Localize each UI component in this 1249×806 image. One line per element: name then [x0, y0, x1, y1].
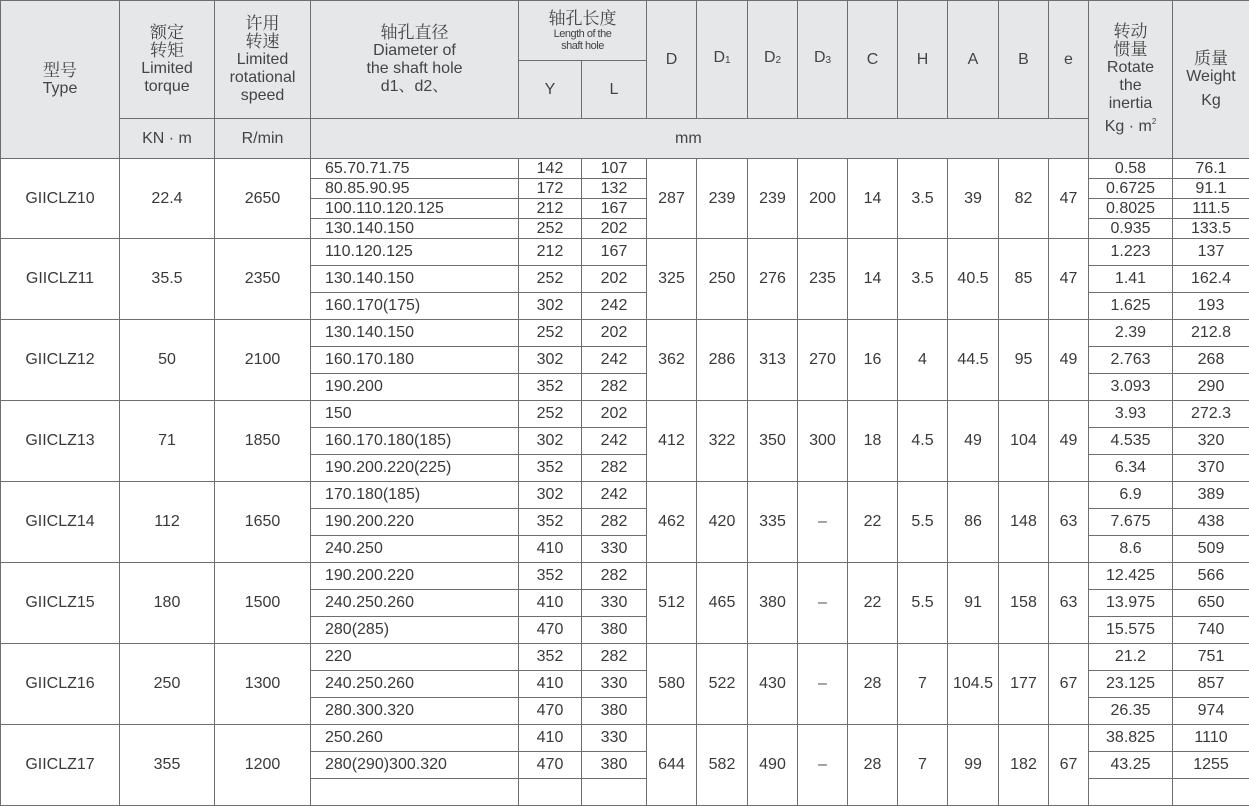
weight-cell: 389	[1173, 482, 1249, 509]
header-type	[1, 1, 120, 159]
dim-e-cell: 63	[1049, 563, 1089, 644]
header-diameter-cn: 轴孔直径	[311, 24, 518, 42]
length-y-cell: 352	[519, 509, 582, 536]
dim-C-cell: 16	[848, 320, 898, 401]
weight-cell: 857	[1173, 671, 1249, 698]
dim-B-cell: 158	[999, 563, 1049, 644]
diameter-cell: 240.250	[311, 536, 519, 563]
weight-cell: 272.3	[1173, 401, 1249, 428]
table-body	[1, 159, 1249, 806]
type-cell: GIICLZ13	[1, 401, 120, 482]
inertia-cell: 0.58	[1089, 159, 1173, 179]
dim-H-cell: 4.5	[898, 401, 948, 482]
inertia-cell: 26.35	[1089, 698, 1173, 725]
length-l-cell: 380	[582, 752, 647, 779]
weight-cell: 111.5	[1173, 199, 1249, 219]
dim-B-cell: 82	[999, 159, 1049, 239]
type-cell: GIICLZ15	[1, 563, 120, 644]
dim-D3-cell: –	[798, 644, 848, 725]
dim-e-cell: 47	[1049, 239, 1089, 320]
weight-cell: 133.5	[1173, 219, 1249, 239]
inertia-cell: 3.93	[1089, 401, 1173, 428]
diameter-cell: 160.170.180(185)	[311, 428, 519, 455]
length-y-cell: 470	[519, 698, 582, 725]
header-H: H	[898, 1, 948, 119]
inertia-cell: 4.535	[1089, 428, 1173, 455]
length-y-cell: 302	[519, 347, 582, 374]
dim-D1-cell: 239	[697, 159, 748, 239]
inertia-cell	[1089, 779, 1173, 806]
header-D3	[798, 1, 848, 119]
header-torque-cn2: 转矩	[120, 42, 214, 60]
length-y-cell: 410	[519, 590, 582, 617]
length-l-cell: 330	[582, 725, 647, 752]
inertia-cell: 2.39	[1089, 320, 1173, 347]
dim-C-cell: 14	[848, 159, 898, 239]
table-header	[1, 1, 1249, 159]
header-D2	[748, 1, 798, 119]
dim-D2-cell: 430	[748, 644, 798, 725]
header-B: B	[999, 1, 1049, 119]
length-y-cell: 302	[519, 293, 582, 320]
header-diameter-en3: d1、d2、	[311, 78, 518, 96]
dim-D3-cell: –	[798, 725, 848, 806]
length-y-cell: 212	[519, 239, 582, 266]
dim-e-cell: 67	[1049, 725, 1089, 806]
diameter-cell: 110.120.125	[311, 239, 519, 266]
dim-D2-cell: 335	[748, 482, 798, 563]
weight-cell	[1173, 779, 1249, 806]
dim-e-cell: 67	[1049, 644, 1089, 725]
dim-H-cell: 7	[898, 725, 948, 806]
dim-e-cell: 47	[1049, 159, 1089, 239]
dim-C-cell: 28	[848, 644, 898, 725]
dim-D-cell: 362	[647, 320, 697, 401]
diameter-cell: 190.200.220(225)	[311, 455, 519, 482]
length-l-cell: 282	[582, 563, 647, 590]
weight-cell: 76.1	[1173, 159, 1249, 179]
torque-cell: 180	[120, 563, 215, 644]
table-row	[1, 320, 1249, 347]
weight-cell: 974	[1173, 698, 1249, 725]
inertia-cell: 1.41	[1089, 266, 1173, 293]
dim-C-cell: 14	[848, 239, 898, 320]
dim-D3-cell: 235	[798, 239, 848, 320]
dim-D1-cell: 465	[697, 563, 748, 644]
inertia-cell: 1.223	[1089, 239, 1173, 266]
table-row	[1, 401, 1249, 428]
weight-cell: 438	[1173, 509, 1249, 536]
length-l-cell: 282	[582, 509, 647, 536]
dim-D-cell: 462	[647, 482, 697, 563]
header-type-cn: 型号	[1, 62, 119, 80]
diameter-cell: 240.250.260	[311, 671, 519, 698]
header-speed-cn1: 许用	[215, 15, 310, 33]
weight-cell: 91.1	[1173, 179, 1249, 199]
length-l-cell: 202	[582, 401, 647, 428]
dim-H-cell: 5.5	[898, 563, 948, 644]
weight-cell: 193	[1173, 293, 1249, 320]
header-inertia-unit	[1089, 113, 1172, 136]
torque-cell: 71	[120, 401, 215, 482]
length-y-cell: 252	[519, 219, 582, 239]
table-row	[1, 644, 1249, 671]
header-inertia-cn1: 转动	[1089, 23, 1172, 41]
dim-H-cell: 7	[898, 644, 948, 725]
header-torque-unit: KN · m	[120, 119, 215, 159]
header-Y: Y	[519, 61, 582, 119]
header-torque-en2: torque	[120, 78, 214, 96]
diameter-cell: 80.85.90.95	[311, 179, 519, 199]
length-l-cell: 242	[582, 293, 647, 320]
dim-D3-cell: 270	[798, 320, 848, 401]
weight-cell: 1110	[1173, 725, 1249, 752]
dim-B-cell: 148	[999, 482, 1049, 563]
diameter-cell: 160.170.180	[311, 347, 519, 374]
torque-cell: 35.5	[120, 239, 215, 320]
dim-H-cell: 5.5	[898, 482, 948, 563]
dim-A-cell: 40.5	[948, 239, 999, 320]
header-length	[519, 1, 647, 61]
dim-e-cell: 49	[1049, 401, 1089, 482]
speed-cell: 1300	[215, 644, 311, 725]
dim-C-cell: 22	[848, 563, 898, 644]
length-y-cell: 252	[519, 320, 582, 347]
diameter-cell: 190.200	[311, 374, 519, 401]
torque-cell: 355	[120, 725, 215, 806]
length-l-cell: 132	[582, 179, 647, 199]
header-length-en2: shaft hole	[519, 40, 646, 52]
table-row	[1, 482, 1249, 509]
length-y-cell: 302	[519, 428, 582, 455]
header-D2-label: D	[764, 49, 776, 66]
dim-B-cell: 182	[999, 725, 1049, 806]
header-weight-en: Weight	[1173, 68, 1249, 86]
dim-D2-cell: 490	[748, 725, 798, 806]
inertia-cell: 12.425	[1089, 563, 1173, 590]
diameter-cell: 280(290)300.320	[311, 752, 519, 779]
length-l-cell: 242	[582, 482, 647, 509]
type-cell: GIICLZ10	[1, 159, 120, 239]
weight-cell: 740	[1173, 617, 1249, 644]
inertia-cell: 0.6725	[1089, 179, 1173, 199]
weight-cell: 650	[1173, 590, 1249, 617]
inertia-cell: 13.975	[1089, 590, 1173, 617]
dim-D3-cell: 200	[798, 159, 848, 239]
speed-cell: 2350	[215, 239, 311, 320]
diameter-cell: 190.200.220	[311, 563, 519, 590]
length-y-cell: 410	[519, 671, 582, 698]
header-L: L	[582, 61, 647, 119]
inertia-cell: 6.9	[1089, 482, 1173, 509]
weight-cell: 509	[1173, 536, 1249, 563]
diameter-cell: 240.250.260	[311, 590, 519, 617]
header-speed-cn2: 转速	[215, 33, 310, 51]
length-l-cell: 330	[582, 671, 647, 698]
header-D1-sub: 1	[725, 55, 731, 66]
torque-cell: 250	[120, 644, 215, 725]
weight-cell: 162.4	[1173, 266, 1249, 293]
dim-D-cell: 412	[647, 401, 697, 482]
weight-cell: 137	[1173, 239, 1249, 266]
dim-A-cell: 104.5	[948, 644, 999, 725]
header-weight-cn: 质量	[1173, 50, 1249, 68]
length-l-cell: 330	[582, 536, 647, 563]
length-l-cell: 242	[582, 347, 647, 374]
length-l-cell: 282	[582, 455, 647, 482]
diameter-cell: 130.140.150	[311, 320, 519, 347]
dim-D1-cell: 322	[697, 401, 748, 482]
inertia-cell: 38.825	[1089, 725, 1173, 752]
weight-cell: 1255	[1173, 752, 1249, 779]
header-speed	[215, 1, 311, 119]
dim-D3-cell: –	[798, 563, 848, 644]
header-C: C	[848, 1, 898, 119]
diameter-cell: 170.180(185)	[311, 482, 519, 509]
length-y-cell: 410	[519, 725, 582, 752]
dim-A-cell: 44.5	[948, 320, 999, 401]
header-length-cn: 轴孔长度	[519, 10, 646, 28]
header-speed-en3: speed	[215, 87, 310, 105]
dim-B-cell: 95	[999, 320, 1049, 401]
type-cell: GIICLZ14	[1, 482, 120, 563]
dim-D-cell: 512	[647, 563, 697, 644]
weight-cell: 268	[1173, 347, 1249, 374]
header-inertia-en3: inertia	[1089, 95, 1172, 113]
type-cell: GIICLZ17	[1, 725, 120, 806]
torque-cell: 22.4	[120, 159, 215, 239]
header-inertia	[1089, 1, 1173, 159]
weight-cell: 212.8	[1173, 320, 1249, 347]
inertia-cell: 0.8025	[1089, 199, 1173, 219]
dim-D2-cell: 276	[748, 239, 798, 320]
dim-C-cell: 18	[848, 401, 898, 482]
dim-D2-cell: 380	[748, 563, 798, 644]
table-row	[1, 159, 1249, 179]
dim-D1-cell: 250	[697, 239, 748, 320]
dim-C-cell: 28	[848, 725, 898, 806]
length-l-cell: 202	[582, 266, 647, 293]
header-e: e	[1049, 1, 1089, 119]
diameter-cell	[311, 779, 519, 806]
length-y-cell: 172	[519, 179, 582, 199]
header-D3-sub: 3	[826, 55, 832, 66]
header-torque-en1: Limited	[120, 60, 214, 78]
dim-D1-cell: 582	[697, 725, 748, 806]
inertia-cell: 21.2	[1089, 644, 1173, 671]
weight-cell: 566	[1173, 563, 1249, 590]
header-inertia-en2: the	[1089, 77, 1172, 95]
dim-B-cell: 177	[999, 644, 1049, 725]
inertia-cell: 0.935	[1089, 219, 1173, 239]
dim-A-cell: 86	[948, 482, 999, 563]
length-y-cell: 352	[519, 374, 582, 401]
length-y-cell: 470	[519, 752, 582, 779]
dim-A-cell: 39	[948, 159, 999, 239]
header-torque-cn1: 额定	[120, 24, 214, 42]
type-cell: GIICLZ16	[1, 644, 120, 725]
length-y-cell: 142	[519, 159, 582, 179]
length-l-cell: 330	[582, 590, 647, 617]
diameter-cell: 100.110.120.125	[311, 199, 519, 219]
dim-e-cell: 49	[1049, 320, 1089, 401]
length-l-cell: 380	[582, 698, 647, 725]
table-row	[1, 239, 1249, 266]
length-y-cell: 252	[519, 401, 582, 428]
diameter-cell: 280.300.320	[311, 698, 519, 725]
header-speed-en1: Limited	[215, 51, 310, 69]
inertia-cell: 6.34	[1089, 455, 1173, 482]
speed-cell: 1500	[215, 563, 311, 644]
header-D1	[697, 1, 748, 119]
dim-D1-cell: 420	[697, 482, 748, 563]
header-D: D	[647, 1, 697, 119]
length-l-cell: 282	[582, 644, 647, 671]
inertia-cell: 43.25	[1089, 752, 1173, 779]
header-weight	[1173, 1, 1249, 159]
speed-cell: 2650	[215, 159, 311, 239]
length-y-cell	[519, 779, 582, 806]
diameter-cell: 130.140.150	[311, 266, 519, 293]
header-inertia-en1: Rotate	[1089, 59, 1172, 77]
header-weight-unit: Kg	[1173, 92, 1249, 110]
header-D1-label: D	[713, 49, 725, 66]
dim-D3-cell: –	[798, 482, 848, 563]
inertia-cell: 3.093	[1089, 374, 1173, 401]
dim-H-cell: 4	[898, 320, 948, 401]
length-l-cell	[582, 779, 647, 806]
diameter-cell: 130.140.150	[311, 219, 519, 239]
inertia-cell: 2.763	[1089, 347, 1173, 374]
header-diameter	[311, 1, 519, 119]
length-y-cell: 352	[519, 455, 582, 482]
header-type-en: Type	[1, 80, 119, 98]
header-diameter-en1: Diameter of	[311, 42, 518, 60]
length-l-cell: 202	[582, 219, 647, 239]
diameter-cell: 280(285)	[311, 617, 519, 644]
inertia-cell: 8.6	[1089, 536, 1173, 563]
speed-cell: 1200	[215, 725, 311, 806]
length-l-cell: 242	[582, 428, 647, 455]
dim-D2-cell: 350	[748, 401, 798, 482]
dim-D3-cell: 300	[798, 401, 848, 482]
inertia-cell: 15.575	[1089, 617, 1173, 644]
dim-A-cell: 49	[948, 401, 999, 482]
dim-B-cell: 104	[999, 401, 1049, 482]
length-y-cell: 470	[519, 617, 582, 644]
dim-C-cell: 22	[848, 482, 898, 563]
weight-cell: 751	[1173, 644, 1249, 671]
diameter-cell: 220	[311, 644, 519, 671]
speed-cell: 1850	[215, 401, 311, 482]
header-inertia-unit-text: Kg · m	[1105, 118, 1152, 135]
type-cell: GIICLZ12	[1, 320, 120, 401]
length-y-cell: 302	[519, 482, 582, 509]
dim-e-cell: 63	[1049, 482, 1089, 563]
length-l-cell: 380	[582, 617, 647, 644]
type-cell: GIICLZ11	[1, 239, 120, 320]
dim-D1-cell: 522	[697, 644, 748, 725]
header-speed-en2: rotational	[215, 69, 310, 87]
table-row	[1, 563, 1249, 590]
dim-H-cell: 3.5	[898, 159, 948, 239]
dim-D-cell: 287	[647, 159, 697, 239]
length-l-cell: 107	[582, 159, 647, 179]
weight-cell: 370	[1173, 455, 1249, 482]
diameter-cell: 65.70.71.75	[311, 159, 519, 179]
torque-cell: 50	[120, 320, 215, 401]
header-length-en1: Length of the	[519, 28, 646, 40]
length-y-cell: 252	[519, 266, 582, 293]
header-torque	[120, 1, 215, 119]
dim-D1-cell: 286	[697, 320, 748, 401]
diameter-cell: 150	[311, 401, 519, 428]
header-diameter-en2: the shaft hole	[311, 60, 518, 78]
dim-H-cell: 3.5	[898, 239, 948, 320]
dim-D-cell: 325	[647, 239, 697, 320]
length-y-cell: 352	[519, 563, 582, 590]
header-A: A	[948, 1, 999, 119]
inertia-cell: 23.125	[1089, 671, 1173, 698]
speed-cell: 2100	[215, 320, 311, 401]
inertia-cell: 1.625	[1089, 293, 1173, 320]
dim-D-cell: 580	[647, 644, 697, 725]
weight-cell: 290	[1173, 374, 1249, 401]
length-y-cell: 352	[519, 644, 582, 671]
header-speed-unit: R/min	[215, 119, 311, 159]
torque-cell: 112	[120, 482, 215, 563]
dim-A-cell: 91	[948, 563, 999, 644]
length-l-cell: 202	[582, 320, 647, 347]
diameter-cell: 160.170(175)	[311, 293, 519, 320]
speed-cell: 1650	[215, 482, 311, 563]
inertia-cell: 7.675	[1089, 509, 1173, 536]
length-l-cell: 282	[582, 374, 647, 401]
dim-D2-cell: 239	[748, 159, 798, 239]
length-y-cell: 410	[519, 536, 582, 563]
length-l-cell: 167	[582, 199, 647, 219]
dim-A-cell: 99	[948, 725, 999, 806]
header-mm-unit	[311, 119, 1089, 159]
header-D2-sub: 2	[776, 55, 782, 66]
length-l-cell: 167	[582, 239, 647, 266]
table-row	[1, 725, 1249, 752]
weight-cell: 320	[1173, 428, 1249, 455]
diameter-cell: 190.200.220	[311, 509, 519, 536]
dim-B-cell: 85	[999, 239, 1049, 320]
length-y-cell: 212	[519, 199, 582, 219]
header-inertia-unit-sup: 2	[1152, 117, 1156, 126]
header-D3-label: D	[814, 49, 826, 66]
header-mm-label: mm	[675, 130, 702, 147]
header-inertia-cn2: 惯量	[1089, 41, 1172, 59]
dim-D2-cell: 313	[748, 320, 798, 401]
diameter-cell: 250.260	[311, 725, 519, 752]
dim-D-cell: 644	[647, 725, 697, 806]
